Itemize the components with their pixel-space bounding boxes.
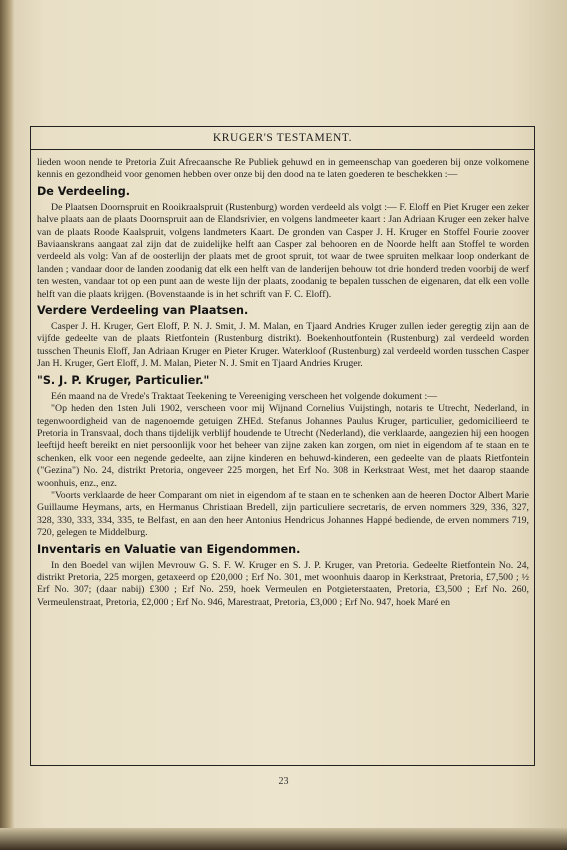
page-bottom-edge — [0, 828, 567, 850]
section-heading-inventaris: Inventaris en Valuatie van Eigendommen. — [37, 542, 301, 556]
section-paragraph: "Voorts verklaarde de heer Comparant om niet in eigendom af te staan en te schenken aan de heeren Doctor Albert Marie Guillaume Heymans, arts, en Hermanus Christiaan Bredell, zijn particuliere secretaris, de erven nommers 329, 336, 327, 328, 330, 333, 334, 335, te Belfast, en aan den heer Antonius Hendricus Johannes Happé bediende, de erven nommers 719, 720, gelegen te Middelburg. — [37, 489, 529, 539]
section-paragraph: Eén maand na de Vrede's Traktaat Teekening te Vereeniging verscheen het volgende dokument :— — [51, 390, 437, 402]
book-binding-shadow — [0, 0, 14, 850]
page-header-title: KRUGER'S TESTAMENT. — [31, 127, 534, 150]
intro-paragraph: lieden woon nende te Pretoria Zuit Afrecaansche Re Publiek gehuwd en in gemeenschap van goederen bij onze volkomene kennis en gezondheid voor genomen hebben over onze bij den dood na te laten goederen te beschekken :— — [37, 157, 529, 181]
section-paragraph: De Plaatsen Doornspruit en Rooikraalspruit (Rustenburg) worden verdeeld als volgt :— F. Eloff en Piet Kruger een zeker halve plaats aan de plaats Doornspruit aan de Elandsrivier, en volgens landmeeter kaart : Jan Adriaan Kruger een zeker halve van de plaats Roode Kaalspruit, volgens landmeters Kaart. De gronden van Casper J. H. Kruger en Stoffel Fourie zoover Baviaanskrans aangaat zal zijn dat de zuidelijke helft aan Casper zal behooren en de Noorde helft aan Stoffel te worden verdeeld als volg: Van af de oosterlijn der plaats met de groot spruit, tot waar de twee spruiten melkaar loop onderkant de landen ; vandaar door de landen zoodanig dat elk een helft van de landerijen behouw tot drie honderd treden voorbij de werf ten westen, vandaar tot op een punt aan de weste lijn der plaats, zoodanig te bepalen tusschen de eigenaren, dat elk een volle helft van die plaats krijgen. (Bovenstaande is in het schrift van F. C. Eloff). — [37, 201, 529, 300]
page-number: 23 — [278, 776, 289, 787]
page-content — [37, 157, 529, 609]
section-heading-verdere-verdeeling: Verdere Verdeeling van Plaatsen. — [37, 304, 249, 318]
text-frame — [30, 126, 535, 766]
section-heading-verdeeling: De Verdeeling. — [37, 184, 130, 198]
section-paragraph: "Op heden den 1sten Juli 1902, verscheen voor mij Wijnand Cornelius Vuijstingh, notaris te Utrecht, Nederland, in tegenwoordigheid van de nagenoemde getuigen ZHEd. Stefanus Johannes Paulus Kruger, particulier, gedomicilieerd te Pretoria in Transvaal, doch thans tijdelijk verblijf houdende te Utrecht (Nederland), die verklaarde, aangezien hij een hoogen leeftijd heeft bereikt en niet persoonlijk voor het beheer van zijne zaken kan zorgen, om niet in eigendom af te staan en te schenken, elk voor een negende gedeelte, aan zijne kinderen en behuwd-kinderen, een gedeelte van de plaats Rietfontein ("Gezina") No. 24, distrikt Pretoria, ongeveer 225 morgen, het Erf No. 308 in Kerkstraat West, met het daarop staande woonhuis, enz., enz. — [37, 403, 529, 489]
section-paragraph: In den Boedel van wijlen Mevrouw G. S. F. W. Kruger en S. J. P. Kruger, van Pretoria. Gedeelte Rietfontein No. 24, distrikt Pretoria, 225 morgen, getaxeerd op £20,000 ; Erf No. 301, met woonhuis daarop in Kerkstraat, Pretoria, £7,500 ; ½ Erf No. 307; (daar nabij) £300 ; Erf No. 259, hoek Vermeulen en Potgieterstaaten, Pretoria, £3,500 ; Erf No. 260, Vermeulenstraat, Pretoria, £2,000 ; Erf No. 946, Marestraat, Pretoria, £3,000 ; Erf No. 947, hoek Maré en — [37, 559, 529, 608]
section-heading-particulier: "S. J. P. Kruger, Particulier." — [37, 373, 210, 387]
section-paragraph: Casper J. H. Kruger, Gert Eloff, P. N. J. Smit, J. M. Malan, en Tjaard Andries Kruger zullen ieder geregtig zijn aan de vijfde gedeelte van de plaats Rietfontein (Rustenburg distrikt). Boekenhoutfontein (Rustenburg) zal verdeeld worden tusschen Theunis Eloff, Jan Adriaan Kruger en Pieter Kruger. Waterkloof (Rustenburg) zal verdeeld worden tusschen Casper Jan H. Kruger, Gert Eloff, J. M. Malan, Pieter N. J. Smit en Tjaard Andries Kruger. — [37, 321, 529, 370]
